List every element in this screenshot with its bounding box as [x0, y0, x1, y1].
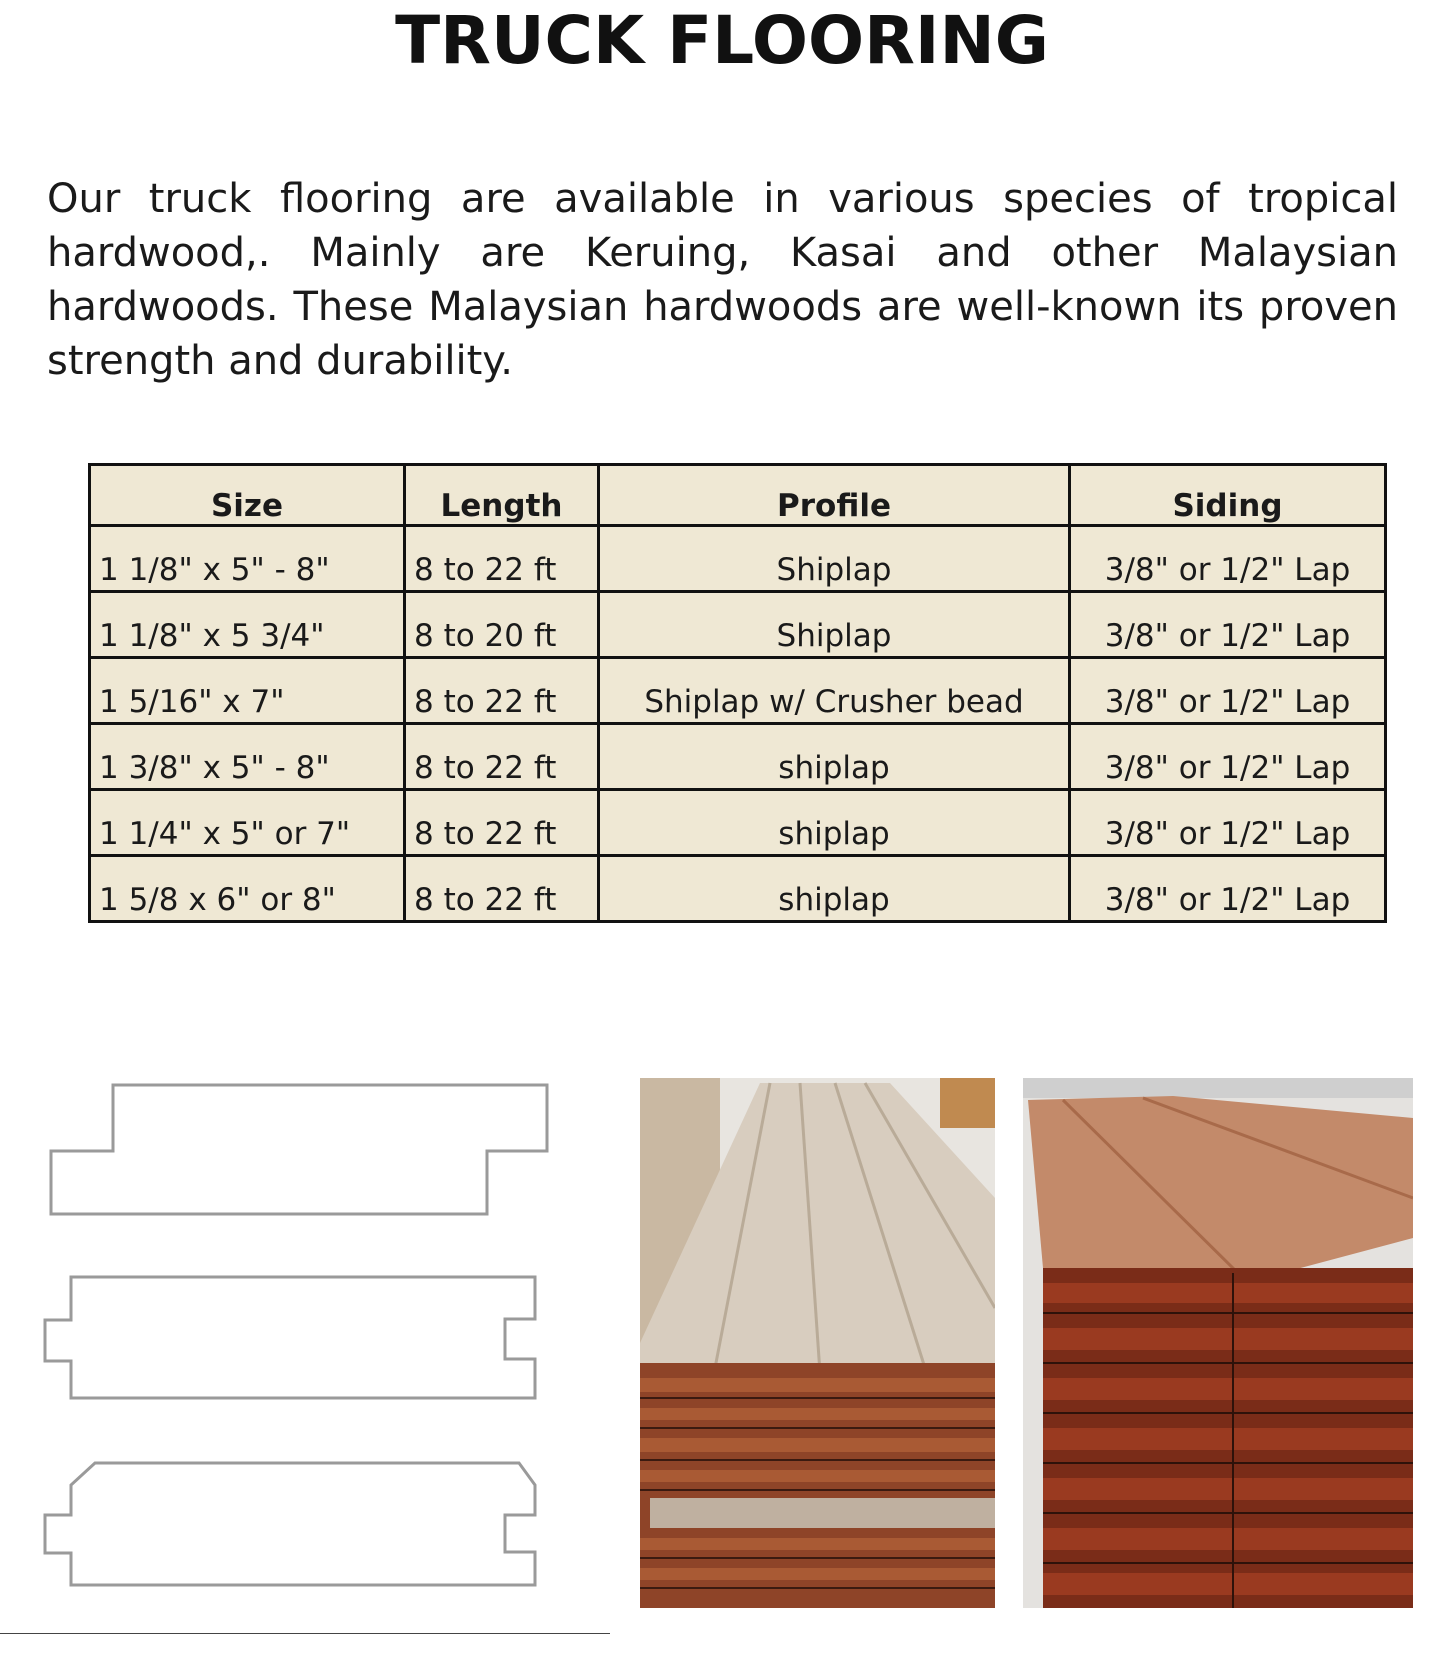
cell-length: 8 to 22 ft [405, 790, 599, 856]
end-grain [1043, 1283, 1413, 1595]
cell-length: 8 to 22 ft [405, 658, 599, 724]
cell-siding: 3/8" or 1/2" Lap [1070, 526, 1386, 592]
header-siding: Siding [1070, 465, 1386, 526]
cell-size: 1 1/8" x 5 3/4" [90, 592, 405, 658]
footer-rule [0, 1633, 610, 1634]
specs-table [88, 463, 1387, 923]
cell-length: 8 to 20 ft [405, 592, 599, 658]
table-row [90, 790, 1386, 856]
shiplap-profile [51, 1085, 547, 1214]
profile-strokes [45, 1085, 547, 1585]
cell-profile: Shiplap w/ Crusher bead [599, 658, 1070, 724]
table-row [90, 526, 1386, 592]
header-length: Length [405, 465, 599, 526]
cell-profile: Shiplap [599, 592, 1070, 658]
cell-size: 1 1/8" x 5" - 8" [90, 526, 405, 592]
header-size: Size [90, 465, 405, 526]
page-title: TRUCK FLOORING [395, 2, 1049, 79]
cell-siding: 3/8" or 1/2" Lap [1070, 592, 1386, 658]
table-header-row [90, 465, 1386, 526]
end-grain [640, 1378, 995, 1580]
cell-length: 8 to 22 ft [405, 856, 599, 922]
intro-paragraph: Our truck flooring are available in various species of tropical hardwood,. Mainly are Keruing, Kasai and other Malaysian hardwoods. These Malaysian hardwoods are well-known its proven strength and durability. [47, 176, 1398, 384]
cell-size: 1 5/8 x 6" or 8" [90, 856, 405, 922]
background-stack [940, 1078, 995, 1128]
cell-length: 8 to 22 ft [405, 724, 599, 790]
cell-size: 1 5/16" x 7" [90, 658, 405, 724]
table-row [90, 658, 1386, 724]
dark-wood-stack-photo [1023, 1078, 1413, 1608]
cell-siding: 3/8" or 1/2" Lap [1070, 658, 1386, 724]
tongue-groove-profile [45, 1277, 535, 1398]
table-row [90, 592, 1386, 658]
crusher-bead-profile [45, 1463, 535, 1585]
ceiling [1023, 1078, 1413, 1098]
cell-siding: 3/8" or 1/2" Lap [1070, 856, 1386, 922]
cell-length: 8 to 22 ft [405, 526, 599, 592]
cell-profile: shiplap [599, 790, 1070, 856]
cell-siding: 3/8" or 1/2" Lap [1070, 790, 1386, 856]
cell-size: 1 1/4" x 5" or 7" [90, 790, 405, 856]
light-wood-stack-photo [640, 1078, 995, 1608]
header-profile: Profile [599, 465, 1070, 526]
cell-siding: 3/8" or 1/2" Lap [1070, 724, 1386, 790]
profile-diagrams [35, 1075, 565, 1635]
table-row [90, 856, 1386, 922]
table-row [90, 724, 1386, 790]
cell-profile: shiplap [599, 856, 1070, 922]
cell-profile: shiplap [599, 724, 1070, 790]
cell-profile: Shiplap [599, 526, 1070, 592]
cell-size: 1 3/8" x 5" - 8" [90, 724, 405, 790]
